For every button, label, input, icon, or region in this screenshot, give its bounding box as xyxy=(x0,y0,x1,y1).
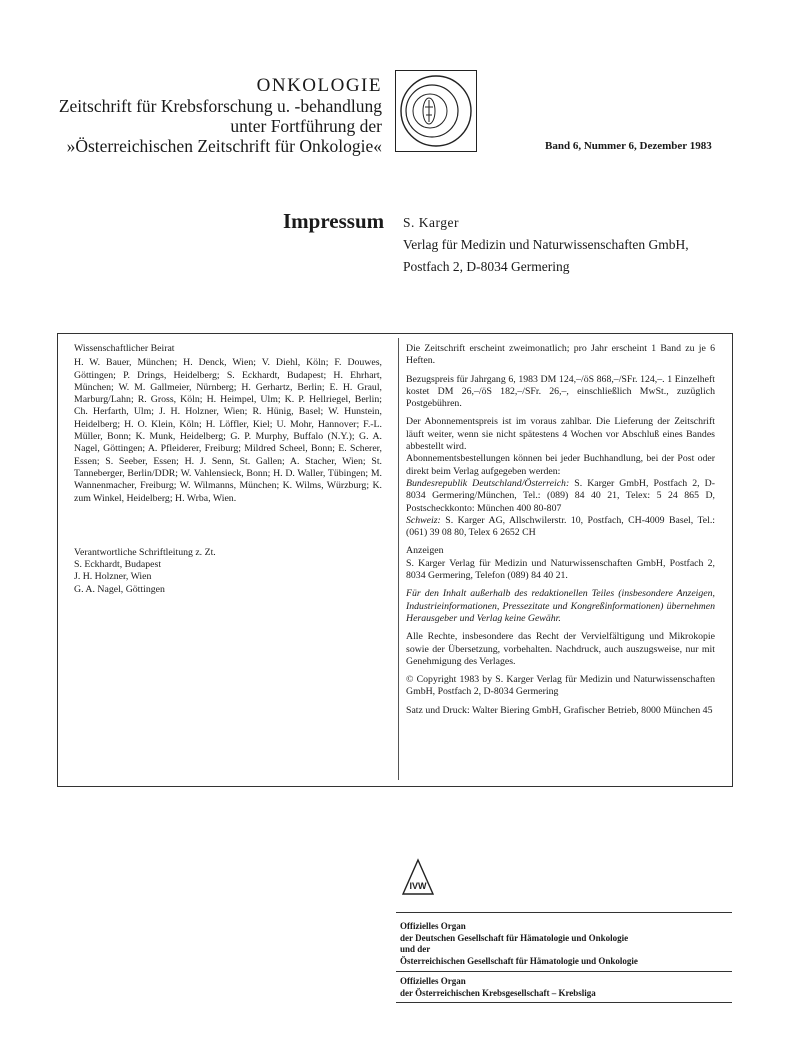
brd-label: Bundesrepublik Deutschland/Österreich: xyxy=(406,477,570,489)
publisher-name: S. Karger xyxy=(403,215,459,230)
ads-heading: Anzeigen xyxy=(406,545,444,557)
publisher-line: Verlag für Medizin und Naturwissenschaften GmbH, xyxy=(403,237,689,252)
footer-rule-bottom xyxy=(396,1002,732,1003)
orders-text: Abonnementsbestellungen können bei jeder Buchhandlung, bei der Post oder direkt beim Verlag aufgegeben werden: xyxy=(406,453,715,477)
society-1: der Deutschen Gesellschaft für Hämatologie und Onkologie xyxy=(400,932,629,943)
left-column xyxy=(74,343,382,596)
editor-3: G. A. Nagel, Göttingen xyxy=(74,583,165,595)
disclaimer-text: Für den Inhalt außerhalb des redaktionellen Teiles (insbesondere Anzeigen, Industrieinformationen, Pressezitate und Kongreßinformationen) übernehmen Herausgeber und Verlag keine Gewähr. xyxy=(406,588,715,624)
journal-subtitle-2: unter Fortführung der xyxy=(230,116,382,136)
journal-subtitle-3: »Österreichischen Zeitschrift für Onkologie« xyxy=(66,136,382,156)
price-text: Bezugspreis für Jahrgang 6, 1983 DM 124,–/öS 868,–/SFr. 124,–. 1 Einzelheft kostet DM 26,–/öS 182,–/SFr. 26,–, einschließlich MwSt., zuzüglich Postgebühren. xyxy=(406,373,715,410)
print-text: Satz und Druck: Walter Biering GmbH, Grafischer Betrieb, 8000 München 45 xyxy=(406,704,713,716)
footer-rule-mid xyxy=(396,971,732,972)
society-2: Österreichischen Gesellschaft für Hämatologie und Onkologie xyxy=(400,955,638,966)
footer-organ-block-2 xyxy=(400,976,730,999)
organ-label-2: Offizielles Organ xyxy=(400,976,466,986)
society-3: der Österreichischen Krebsgesellschaft – Krebsliga xyxy=(400,987,596,998)
impressum-heading: Impressum xyxy=(283,209,385,233)
board-heading: Wissenschaftlicher Beirat xyxy=(74,343,175,354)
ivw-logo xyxy=(401,858,435,898)
organ-label-1: Offizielles Organ xyxy=(400,921,466,931)
rights-text: Alle Rechte, insbesondere das Recht der Vervielfältigung und Mikrokopie sowie der Übersetzung, vorbehalten. Nachdruck, auch auszugsweise, nur mit Genehmigung des Verlages. xyxy=(406,631,715,667)
payment-text: Der Abonnementspreis ist im voraus zahlbar. Die Lieferung der Zeitschrift läuft weiter, wenn sie nicht spätestens 4 Wochen vor Abschluß eines Bandes abbestellt wird. xyxy=(406,416,715,453)
frequency-text: Die Zeitschrift erscheint zweimonatlich; pro Jahr erscheint 1 Band zu je 6 Heften. xyxy=(406,343,715,367)
ivw-mark: IVW xyxy=(409,881,427,891)
editor-1: S. Eckhardt, Budapest xyxy=(74,559,162,571)
ch-text: S. Karger AG, Allschwilerstr. 10, Postfach, CH-4009 Basel, Tel.: (061) 39 08 80, Telex 6 2652 CH xyxy=(406,514,716,539)
editor-2: J. H. Holzner, Wien xyxy=(74,571,152,583)
footer-organ-block-1 xyxy=(400,921,730,967)
right-column xyxy=(406,343,715,717)
journal-name: ONKOLOGIE xyxy=(256,75,382,96)
ch-label: Schweiz: xyxy=(406,514,441,526)
ads-text: S. Karger Verlag für Medizin und Naturwissenschaften GmbH, Postfach 2, 8034 Germering, Telefon (089) 84 40 21. xyxy=(406,557,715,582)
journal-subtitle-1: Zeitschrift für Krebsforschung u. -behandlung xyxy=(58,96,382,116)
brd-address xyxy=(406,478,715,515)
and-text: und der xyxy=(400,944,431,954)
brd-text: S. Karger GmbH, Postfach 2, D-8034 Germering/München, Tel.: (089) 84 40 21, Telex: 5 24 865 D, Postscheckkonto: München 400 80-807 xyxy=(406,477,715,514)
board-members: H. W. Bauer, München; H. Denck, Wien; V. Diehl, Köln; F. Douwes, Göttingen; P. Drings, Heidelberg; S. Eckhardt, Budapest; H. Ehrhart, München; W. M. Gallmeier, Nürnberg; H. Gerhartz, Berlin; E. H. Graul, Marburg/Lahn; R. Gross, Köln; H. Heimpel, Ulm; K. P. Hellriegel, Berlin; Ch. Herfarth, Ulm; J. H. Holzner, Wien; R. Hünig, Basel; W. Hunstein, Heidelberg; H. O. Klein, Köln; H. Löffler, Kiel; U. Mohr, Hannover; F.-L. Müller, Bonn; K. Munk, Heidelberg; G. P. Murphy, Buffalo (N.Y.); G. A. Nagel, Göttingen; A. Pfleiderer, Freiburg; Mildred Scheel, Bonn; E. Scherer, Essen; S. Seeber, Essen; H. J. Senn, St. Gallen; A. Stacher, Wien; St. Tanneberger, Berlin/DDR; W. Vahlensieck, Bonn; H. D. Waller, Tübingen; M. Wannenmacher, Freiburg; W. Wilmanns, München; K. Wilms, Würzburg; K. zum Winkel, Heidelberg; H. Wrba, Wien. xyxy=(74,357,382,504)
editors-heading: Verantwortliche Schriftleitung z. Zt. xyxy=(74,546,216,558)
copyright-text: © Copyright 1983 by S. Karger Verlag für Medizin und Naturwissenschaften GmbH, Postfach 2, D-8034 Germering xyxy=(406,674,715,698)
journal-masthead xyxy=(22,76,382,156)
column-divider xyxy=(398,338,399,780)
publisher-block xyxy=(403,212,763,278)
journal-logo xyxy=(395,70,477,152)
footer-rule-top xyxy=(396,912,732,913)
issue-info: Band 6, Nummer 6, Dezember 1983 xyxy=(545,140,712,152)
publisher-address: Postfach 2, D-8034 Germering xyxy=(403,259,570,274)
ch-address xyxy=(406,515,715,540)
